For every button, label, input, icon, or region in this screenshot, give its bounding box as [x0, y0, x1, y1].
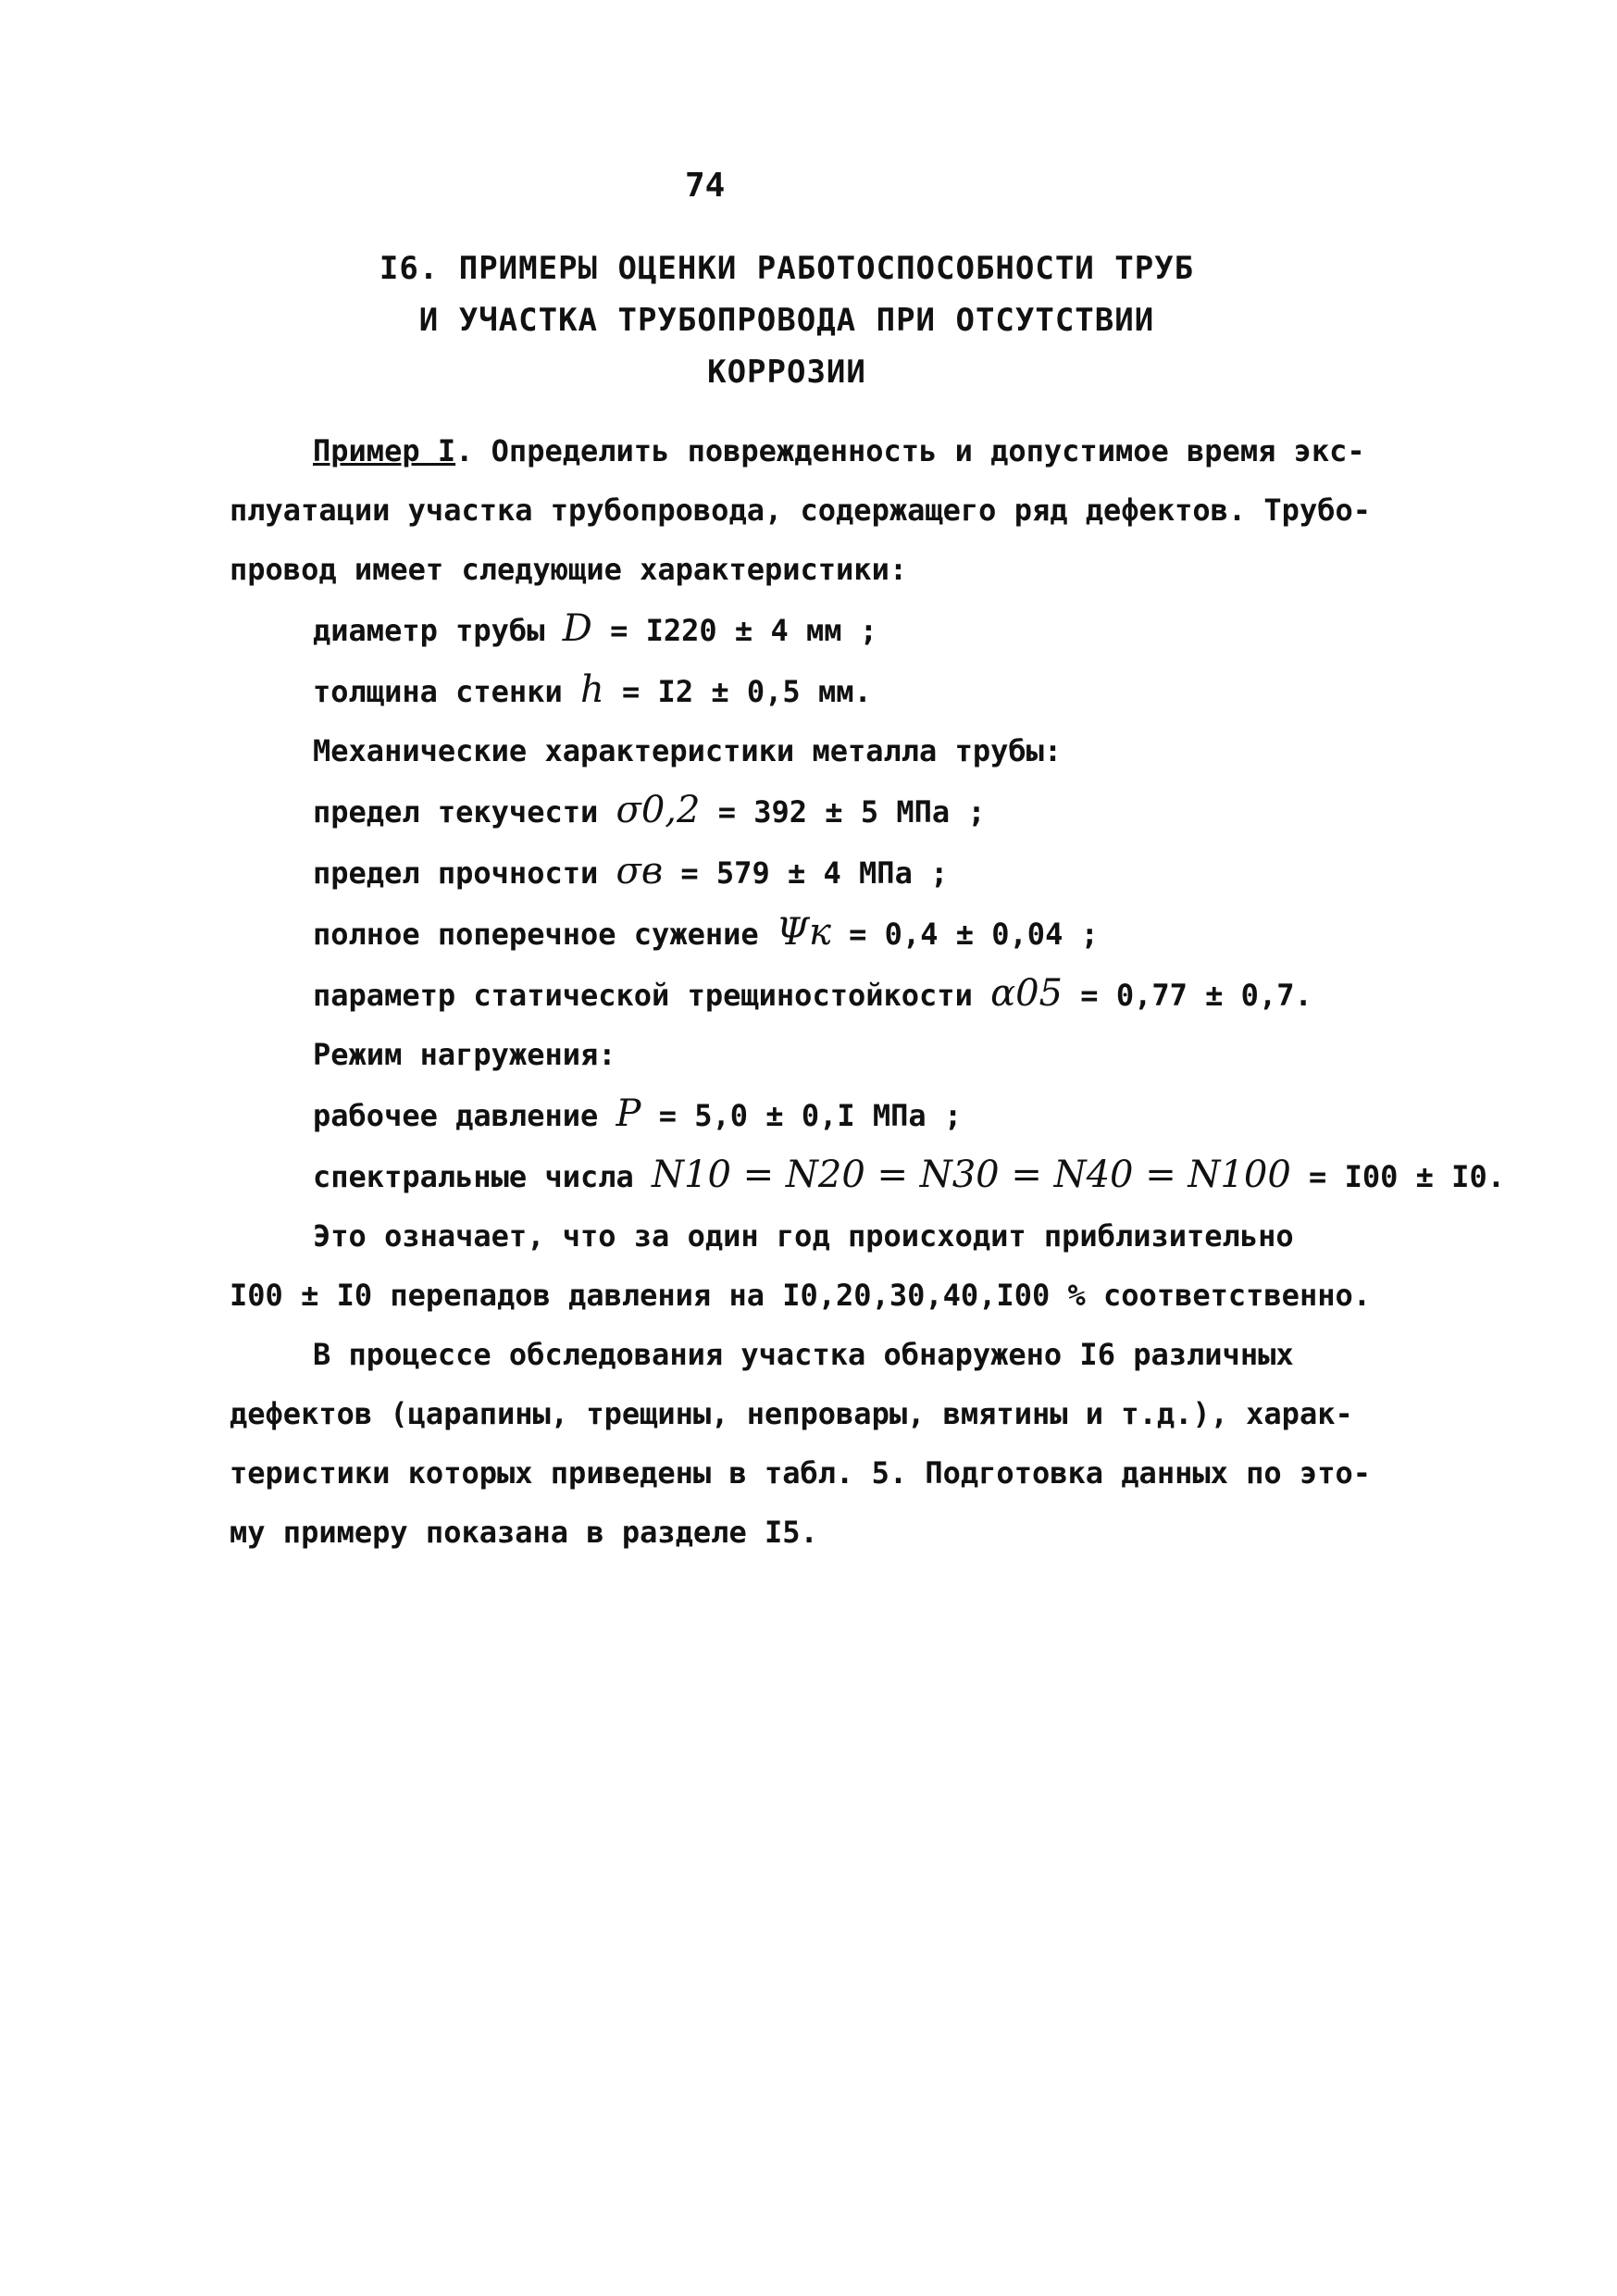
- crack-resistance-line: [230, 964, 1433, 1025]
- example-intro-text: . Определить поврежденность и допустимое время экс-: [455, 433, 1365, 468]
- diameter-value: = I220 ± 4 мм ;: [591, 613, 878, 648]
- example-label: Пример I: [313, 433, 456, 468]
- mechanical-title: Механические характеристики металла трубы:: [313, 733, 1063, 768]
- crack-symbol: α05: [990, 972, 1063, 1015]
- paragraph-3-line-3: теристики которых приведены в табл. 5. Подготовка данных по это-: [230, 1455, 1371, 1491]
- strength-symbol: σв: [616, 850, 664, 892]
- pipe-wall-line: [230, 660, 1433, 721]
- loading-title: Режим нагружения:: [313, 1037, 616, 1072]
- pressure-line: [230, 1084, 1433, 1145]
- paragraph-2-line-2: I00 ± I0 перепадов давления на I0,20,30,40,I00 % соответственно.: [230, 1278, 1371, 1313]
- crack-value: = 0,77 ± 0,7.: [1063, 978, 1312, 1013]
- strength-line: [230, 842, 1433, 903]
- section-heading: [278, 243, 1296, 398]
- paragraph-2-line-1: Это означает, что за один год происходит приблизительно: [313, 1218, 1294, 1254]
- strength-label: предел прочности: [313, 855, 616, 891]
- paragraph-3-line-1: В процессе обследования участка обнаружено I6 различных: [313, 1337, 1294, 1372]
- paragraph-3-line-4: му примеру показана в разделе I5.: [230, 1515, 818, 1550]
- strength-value: = 579 ± 4 МПа ;: [663, 855, 949, 891]
- diameter-symbol: D: [562, 607, 592, 650]
- contraction-symbol: Ψк: [776, 911, 831, 954]
- yield-symbol: σ0,2: [616, 789, 701, 831]
- heading-line-1: I6. ПРИМЕРЫ ОЦЕНКИ РАБОТОСПОСОБНОСТИ ТРУБ: [379, 250, 1195, 287]
- heading-line-3: КОРРОЗИИ: [707, 354, 866, 391]
- heading-line-2: И УЧАСТКА ТРУБОПРОВОДА ПРИ ОТСУТСТВИИ: [418, 302, 1155, 339]
- wall-symbol: h: [579, 668, 604, 711]
- example-intro-line-3: провод имеет следующие характеристики:: [230, 552, 908, 587]
- yield-label: предел текучести: [313, 794, 616, 830]
- wall-value: = I2 ± 0,5 мм.: [603, 674, 872, 709]
- diameter-label: диаметр трубы: [313, 613, 563, 648]
- page-number: 74: [685, 167, 726, 205]
- pressure-label: рабочее давление: [313, 1098, 616, 1133]
- contraction-value: = 0,4 ± 0,04 ;: [830, 917, 1099, 952]
- example-intro-line-1: [230, 421, 1433, 480]
- pipe-diameter-line: [230, 599, 1433, 660]
- pressure-value: = 5,0 ± 0,I МПа ;: [641, 1098, 963, 1133]
- paragraph-3-line-2: дефектов (царапины, трещины, непровары, вмятины и т.д.), харак-: [230, 1396, 1353, 1431]
- example-intro-line-2: плуатации участка трубопровода, содержащего ряд дефектов. Трубо-: [230, 493, 1371, 528]
- contraction-label: полное поперечное сужение: [313, 917, 777, 952]
- yield-value: = 392 ± 5 МПа ;: [700, 794, 986, 830]
- yield-line: [230, 780, 1433, 842]
- crack-label: параметр статической трещиностойкости: [313, 978, 991, 1013]
- document-body: [230, 421, 1505, 1562]
- spectral-label: спектральные числа: [313, 1159, 653, 1194]
- contraction-line: [230, 903, 1433, 964]
- spectral-line: [230, 1145, 1505, 1206]
- pressure-symbol: P: [616, 1092, 641, 1135]
- spectral-value: = I00 ± I0.: [1290, 1159, 1505, 1194]
- spectral-symbols: N10 = N20 = N30 = N40 = N100: [652, 1154, 1291, 1196]
- wall-label: толщина стенки: [313, 674, 580, 709]
